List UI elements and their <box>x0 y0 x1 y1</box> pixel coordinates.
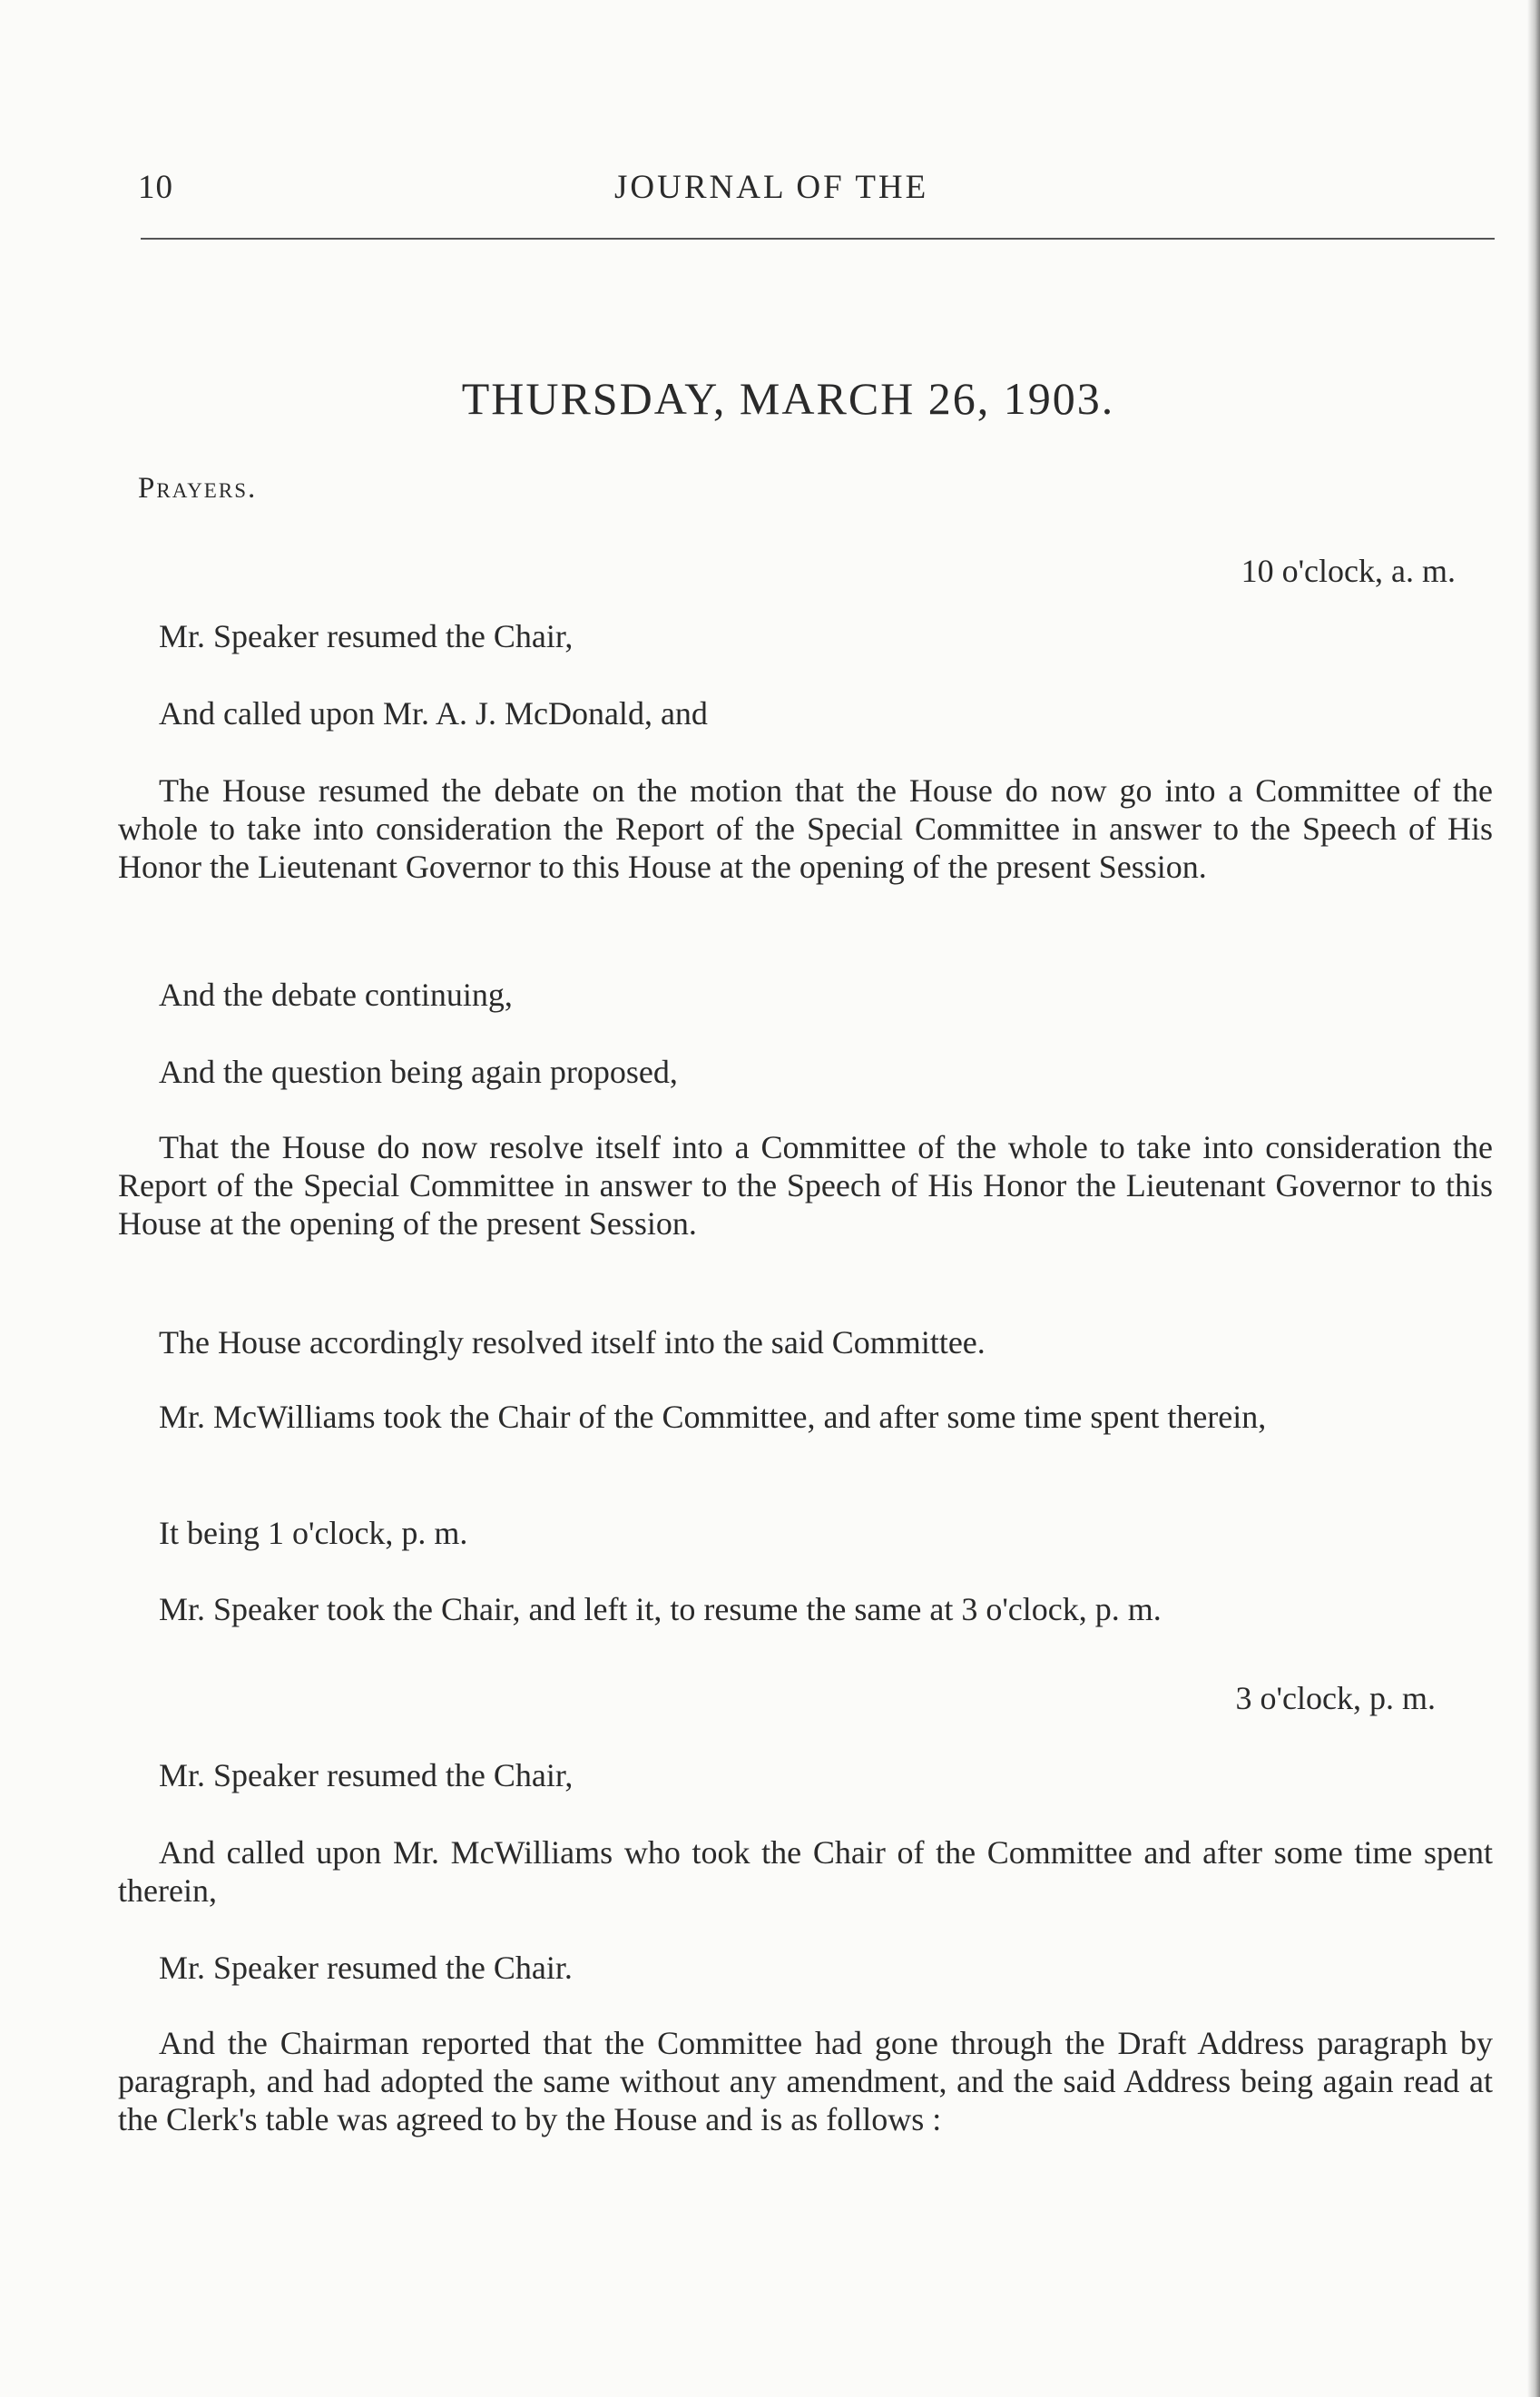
header-rule <box>141 238 1495 240</box>
paragraph-called-upon-mcdonald: And called upon Mr. A. J. McDonald, and <box>159 695 708 732</box>
page-number: 10 <box>138 169 173 206</box>
prayers-label: Prayers. <box>138 472 258 505</box>
paragraph-house-resumed-debate: The House resumed the debate on the motion that the House do now go into a Committee of the whole to take into consideration the Report of the Special Committee in answer to the Speech of His Honor the Lieutenant Governor to this House at the opening of the present Session. <box>118 772 1493 885</box>
time-afternoon: 3 o'clock, p. m. <box>1235 1680 1436 1716</box>
page-header <box>138 168 1490 213</box>
paragraph-called-upon-mcwilliams: And called upon Mr. McWilliams who took the Chair of the Committee and after some time spent therein, <box>118 1834 1493 1909</box>
paragraph-speaker-resumed-3: Mr. Speaker resumed the Chair. <box>159 1950 573 1986</box>
paragraph-mcwilliams-chair: Mr. McWilliams took the Chair of the Committee, and after some time spent therein, <box>159 1399 1267 1435</box>
paragraph-resolve-committee: That the House do now resolve itself into a Committee of the whole to take into consideration the Report of the Special Committee in answer to the Speech of His Honor the Lieutenant Governor to this House at the opening of the present Session. <box>118 1129 1493 1242</box>
paragraph-one-oclock: It being 1 o'clock, p. m. <box>159 1515 468 1551</box>
paragraph-chairman-reported: And the Chairman reported that the Committee had gone through the Draft Address paragraph by paragraph, and had adopted the same without any amendment, and the said Address being again read at the Clerk's table was agreed to by the House and is as follows : <box>118 2025 1493 2137</box>
running-head: JOURNAL OF THE <box>614 169 929 206</box>
paragraph-speaker-resumed-2: Mr. Speaker resumed the Chair, <box>159 1757 574 1793</box>
time-morning: 10 o'clock, a. m. <box>1241 553 1456 589</box>
paragraph-speaker-resumed: Mr. Speaker resumed the Chair, <box>159 618 574 654</box>
date-heading: THURSDAY, MARCH 26, 1903. <box>461 373 1115 424</box>
paragraph-debate-continuing: And the debate continuing, <box>159 977 513 1013</box>
paragraph-house-resolved: The House accordingly resolved itself into the said Committee. <box>159 1324 986 1361</box>
paragraph-speaker-left-chair: Mr. Speaker took the Chair, and left it, to resume the same at 3 o'clock, p. m. <box>159 1591 1162 1627</box>
page-edge-shadow <box>1527 0 1540 2397</box>
paragraph-question-proposed: And the question being again proposed, <box>159 1054 678 1090</box>
